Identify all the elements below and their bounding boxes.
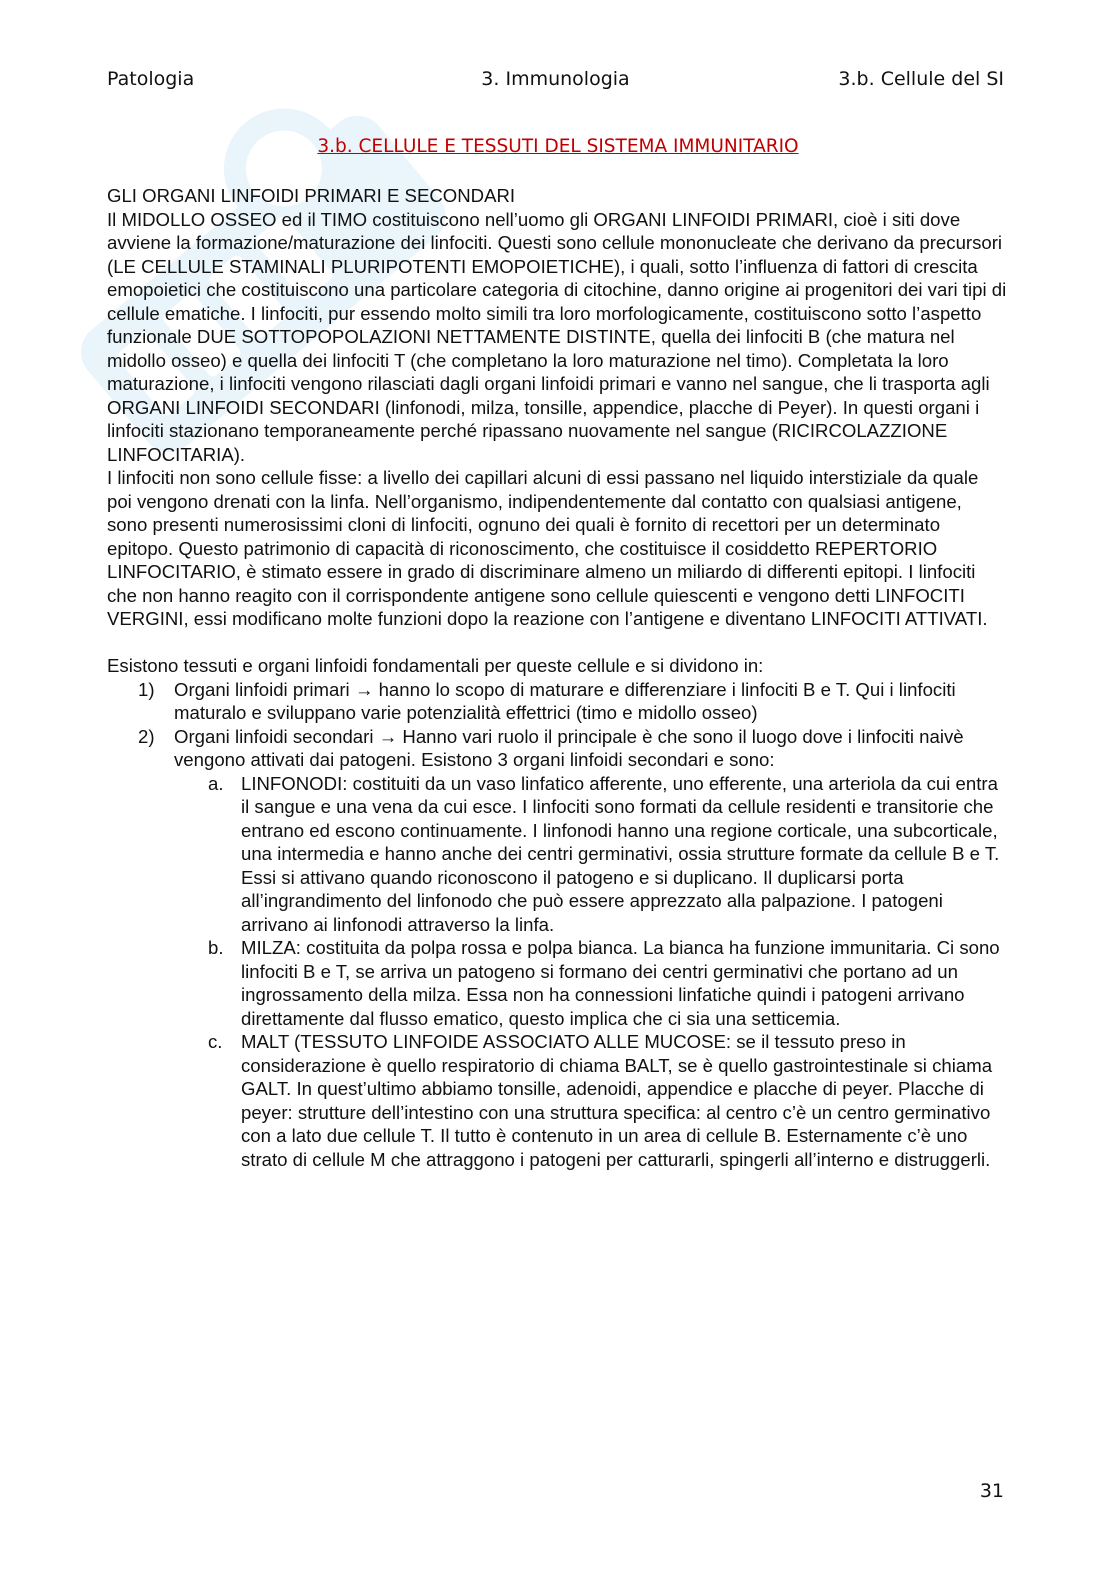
paragraph-2: I linfociti non sono cellule fisse: a livello dei capillari alcuni di essi passano nel liquido interstiziale da quale poi vengono drenati con la linfa. Nell’organismo, indipendentemente dal contatto con qualsiasi antigene, sono presenti numerosissimi cloni di linfociti, ognuno dei quali è fornito di recettori per un determinato epitopo. Questo patrimonio di capacità di riconoscimento, che costituisce il cosiddetto REPERTORIO LINFOCITARIO, è stimato essere in grado di discriminare almeno un miliardo di differenti epitopi. I linfociti che non hanno reagito con il corrispondente antigene sono cellule quiescenti e vengono detti LINFOCITI VERGINI, essi modificano molte funzioni dopo la reazione con l’antigene e diventano LINFOCITI ATTIVATI.: [107, 467, 988, 629]
list-item-text: Organi linfoidi secondari → Hanno vari ruolo il principale è che sono il luogo dove i linfociti naivè vengono attivati dai patogeni. Esistono 3 organi linfoidi secondari e sono:: [174, 725, 964, 770]
header-subject: Patologia: [107, 68, 195, 90]
list-item-text: Organi linfoidi primari → hanno lo scopo di maturare e differenziare i linfociti B e T. Qui i linfociti maturalo e sviluppano varie potenzialità effettrici (timo e midollo osseo): [174, 678, 956, 723]
list-number: 2): [138, 725, 155, 747]
sublist-letter: c.: [208, 1031, 223, 1052]
sublist-item-text: MALT (TESSUTO LINFOIDE ASSOCIATO ALLE MUCOSE: se il tessuto preso in considerazione è quello respiratorio di chiama BALT, se è quello gastrointestinale si chiama GALT. In quest’ultimo abbiamo tonsille, adenoidi, appendice e placche di peyer. Placche di peyer: strutture dell’intestino con una struttura specifica: al centro c’è un centro germinativo con a lato due cellule T. Il tutto è contenuto in un area di cellule B. Esternamente c’è uno strato di cellule M che attraggono i patogeni per catturarli, spingerli all’interno e distruggerli.: [241, 1031, 993, 1170]
section-title: 3.b. CELLULE E TESSUTI DEL SISTEMA IMMUNITARIO: [317, 136, 799, 157]
sublist-item: [208, 936, 1007, 1030]
list-intro: Esistono tessuti e organi linfoidi fondamentali per queste cellule e si dividono in:: [107, 655, 764, 676]
sublist-letter: a.: [208, 772, 224, 794]
header-chapter: 3. Immunologia: [481, 68, 630, 90]
sublist-item-text: LINFONODI: costituiti da un vaso linfatico afferente, uno efferente, una arteriola da cui entra il sangue e una vena da cui esce. I linfociti sono formati da cellule residenti e transitorie che entrano ed escono continuamente. I linfonodi hanno una regione corticale, una subcorticale, una intermedia e hanno anche dei centri germinativi, ossia strutture formate da cellule B e T. Essi si attivano quando riconoscono il patogeno e si duplicano. Il duplicarsi porta all’ingrandimento del linfonodo che può essere apprezzato alla palpazione. I patogeni arrivano ai linfonodi attraverso la linfa.: [241, 772, 1000, 935]
spacer: [107, 631, 1007, 655]
sublist-item: [208, 1030, 1007, 1171]
sublist-letter: b.: [208, 937, 224, 958]
numbered-list: [107, 678, 1007, 1172]
sublist-item-text: MILZA: costituita da polpa rossa e polpa bianca. La bianca ha funzione immunitaria. Ci sono linfociti B e T, se arriva un patogeno si formano dei centri germinativi che portano ad un ingrossamento della milza. Essa non ha connessioni linfatiche quindi i patogeni arrivano direttamente dal flusso ematico, questo implica che ci sia una setticemia.: [241, 937, 1000, 1029]
page-number: 31: [979, 1480, 1004, 1502]
list-number: 1): [138, 678, 155, 700]
paragraph-1: Il MIDOLLO OSSEO ed il TIMO costituiscono nell’uomo gli ORGANI LINFOIDI PRIMARI, cioè i siti dove avviene la formazione/maturazione dei linfociti. Questi sono cellule mononucleate che derivano da precursori (LE CELLULE STAMINALI PLURIPOTENTI EMOPOIETICHE), i quali, sotto l’influenza di fattori di crescita emopoietici che costituiscono una particolare categoria di citochine, danno origine ai progenitori dei vari tipi di cellule ematiche. I linfociti, pur essendo molto simili tra loro morfologicamente, costituiscono sotto l’aspetto funzionale DUE SOTTOPOPOLAZIONI NETTAMENTE DISTINTE, quella dei linfociti B (che matura nel midollo osseo) e quella dei linfociti T (che completano la loro maturazione nel timo). Completata la loro maturazione, i linfociti vengono rilasciati dagli organi linfoidi primari e vanno nel sangue, che li trasporta agli ORGANI LINFOIDI SECONDARI (linfonodi, milza, tonsille, appendice, placche di Peyer). In questi organi i linfociti stazionano temporaneamente perché ripassano nuovamente nel sangue (RICIRCOLAZZIONE LINFOCITARIA).: [107, 208, 1007, 465]
section-heading: GLI ORGANI LINFOIDI PRIMARI E SECONDARI: [107, 185, 516, 206]
lettered-sublist: [174, 772, 1007, 1172]
list-item: [138, 725, 1007, 1172]
document-body: [107, 184, 1007, 1171]
sublist-item: [208, 772, 1007, 937]
list-item: [138, 678, 1007, 725]
page-header: [107, 68, 1004, 94]
header-section: 3.b. Cellule del SI: [838, 68, 1004, 90]
